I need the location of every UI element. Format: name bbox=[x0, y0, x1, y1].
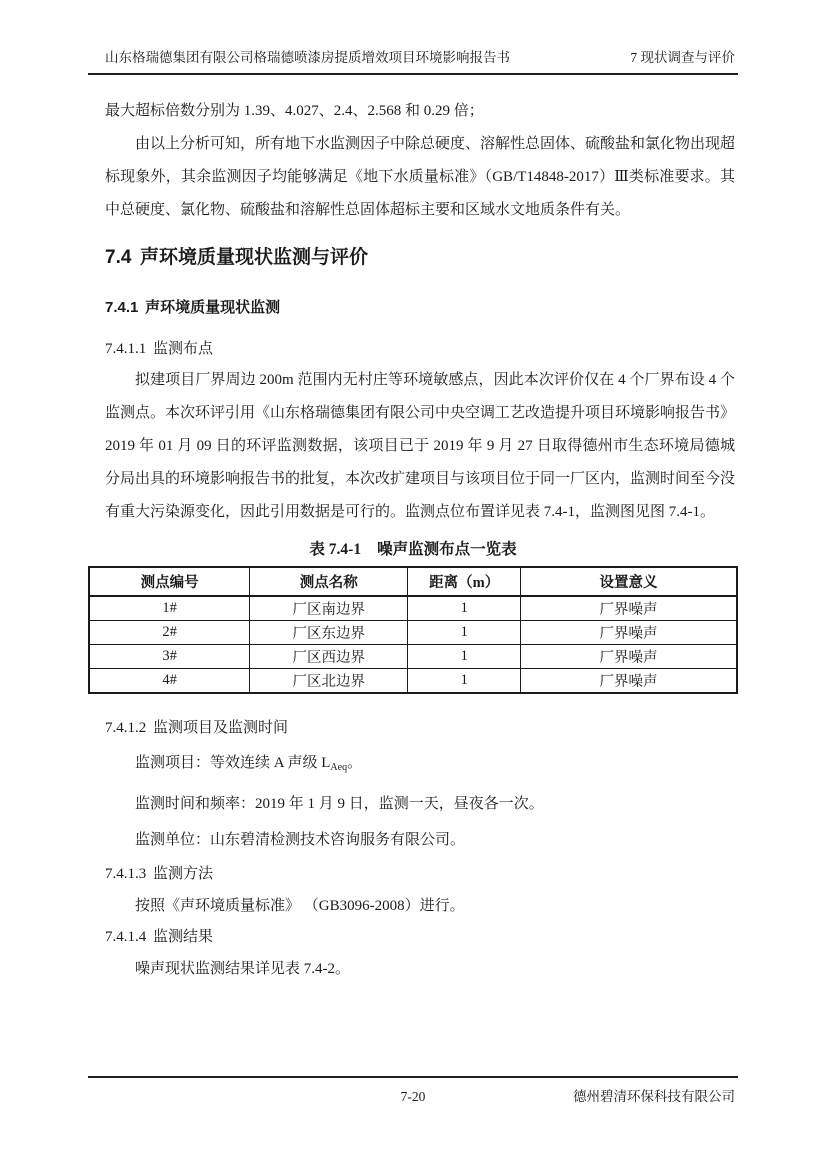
table-header-distance: 距离（m） bbox=[408, 567, 521, 596]
table-caption-title: 噪声监测布点一览表 bbox=[377, 541, 517, 558]
section-number: 7.4.1.2 bbox=[105, 720, 147, 736]
table-cell: 厂区南边界 bbox=[250, 596, 408, 621]
table-row bbox=[89, 596, 737, 621]
paragraph-monitor-method: 按照《声环境质量标准》 （GB3096-2008）进行。 bbox=[135, 898, 465, 914]
table-row bbox=[89, 669, 737, 694]
section-title: 声环境质量现状监测 bbox=[145, 299, 281, 316]
section-number: 7.4 bbox=[105, 247, 132, 268]
page-header bbox=[88, 49, 738, 75]
table-cell: 2# bbox=[89, 621, 250, 645]
header-report-title: 山东格瑞德集团有限公司格瑞德喷漆房提质增效项目环境影响报告书 bbox=[105, 50, 510, 65]
table-cell: 厂界噪声 bbox=[521, 669, 737, 694]
table-caption bbox=[88, 539, 738, 561]
table-cell: 1 bbox=[408, 621, 521, 645]
table-cell: 3# bbox=[89, 645, 250, 669]
section-heading-7-4-1-2 bbox=[105, 718, 738, 739]
paragraph-monitor-time: 监测时间和频率：2019 年 1 月 9 日，监测一天，昼夜各一次。 bbox=[135, 796, 544, 812]
footer-company-name: 德州碧清环保科技有限公司 bbox=[573, 1089, 735, 1104]
section-title: 监测布点 bbox=[153, 341, 214, 357]
page-body bbox=[88, 95, 738, 987]
monitor-item-period: 。 bbox=[347, 755, 363, 771]
paragraph-groundwater-analysis: 由以上分析可知，所有地下水监测因子中除总硬度、溶解性总固体、硫酸盐和氯化物出现超标现象外，其余监测因子均能够满足《地下水质量标准》（GB/T14848-2017）Ⅲ类标准要求。其中总硬度、氯化物、硫酸盐和溶解性总固体超标主要和区域水文地质条件有关。 bbox=[105, 136, 736, 218]
table-caption-number: 表 7.4-1 bbox=[309, 541, 362, 558]
header-chapter-title: 7 现状调查与评价 bbox=[630, 50, 735, 65]
section-title: 监测项目及监测时间 bbox=[153, 720, 289, 736]
paragraph-exceedance-multiples: 最大超标倍数分别为 1.39、4.027、2.4、2.568 和 0.29 倍； bbox=[105, 103, 484, 119]
monitor-item-text: 监测项目：等效连续 A 声级 L bbox=[135, 755, 331, 771]
table-cell: 4# bbox=[89, 669, 250, 694]
paragraph-monitoring-layout: 拟建项目厂界周边 200m 范围内无村庄等环境敏感点，因此本次评价仅在 4 个厂界布设 4 个监测点。本次环评引用《山东格瑞德集团有限公司中央空调工艺改造提升项目环境影响报告书》2019 年 01 月 09 日的环评监测数据，该项目已于 2019 年 9 月 27 日取得德州市生态环境局德城分局出具的环境影响报告书的批复，本次改扩建项目与该项目位于同一厂区内，监测时间至今没有重大污染源变化，因此引用数据是可行的。监测点位布置详见表 7.4-1，监测图见图 7.4-1。 bbox=[105, 372, 736, 520]
section-number: 7.4.1.3 bbox=[105, 866, 147, 882]
table-cell: 1# bbox=[89, 596, 250, 621]
section-number: 7.4.1.4 bbox=[105, 929, 147, 945]
paragraph-monitor-unit: 监测单位：山东碧清检测技术咨询服务有限公司。 bbox=[135, 832, 466, 848]
section-heading-7-4-1-3 bbox=[105, 864, 738, 885]
table-header-row bbox=[89, 567, 737, 596]
table-cell: 厂界噪声 bbox=[521, 645, 737, 669]
section-title: 监测结果 bbox=[153, 929, 214, 945]
section-title: 声环境质量现状监测与评价 bbox=[139, 247, 368, 268]
table-cell: 厂界噪声 bbox=[521, 596, 737, 621]
table-cell: 1 bbox=[408, 596, 521, 621]
table-cell: 1 bbox=[408, 669, 521, 694]
paragraph-monitor-result: 噪声现状监测结果详见表 7.4-2。 bbox=[135, 961, 350, 977]
table-cell: 厂区东边界 bbox=[250, 621, 408, 645]
section-heading-7-4-1-4 bbox=[105, 927, 738, 948]
table-cell: 厂区西边界 bbox=[250, 645, 408, 669]
noise-monitoring-points-table bbox=[88, 566, 738, 694]
table-header-point-id: 测点编号 bbox=[89, 567, 250, 596]
table-cell: 1 bbox=[408, 645, 521, 669]
section-heading-7-4-1-1 bbox=[105, 339, 738, 360]
table-header-purpose: 设置意义 bbox=[521, 567, 737, 596]
table-cell: 厂区北边界 bbox=[250, 669, 408, 694]
section-heading-7-4 bbox=[105, 245, 738, 271]
section-heading-7-4-1 bbox=[105, 297, 738, 319]
section-title: 监测方法 bbox=[153, 866, 214, 882]
paragraph-monitor-item bbox=[105, 745, 735, 786]
page-number: 7-20 bbox=[400, 1089, 426, 1104]
laeq-subscript: Aeq bbox=[330, 762, 348, 773]
table-row bbox=[89, 621, 737, 645]
table-header-point-name: 测点名称 bbox=[250, 567, 408, 596]
document-page bbox=[88, 0, 738, 987]
section-number: 7.4.1 bbox=[105, 299, 139, 316]
section-number: 7.4.1.1 bbox=[105, 341, 147, 357]
page-footer bbox=[88, 1076, 738, 1106]
table-row bbox=[89, 645, 737, 669]
table-cell: 厂界噪声 bbox=[521, 621, 737, 645]
